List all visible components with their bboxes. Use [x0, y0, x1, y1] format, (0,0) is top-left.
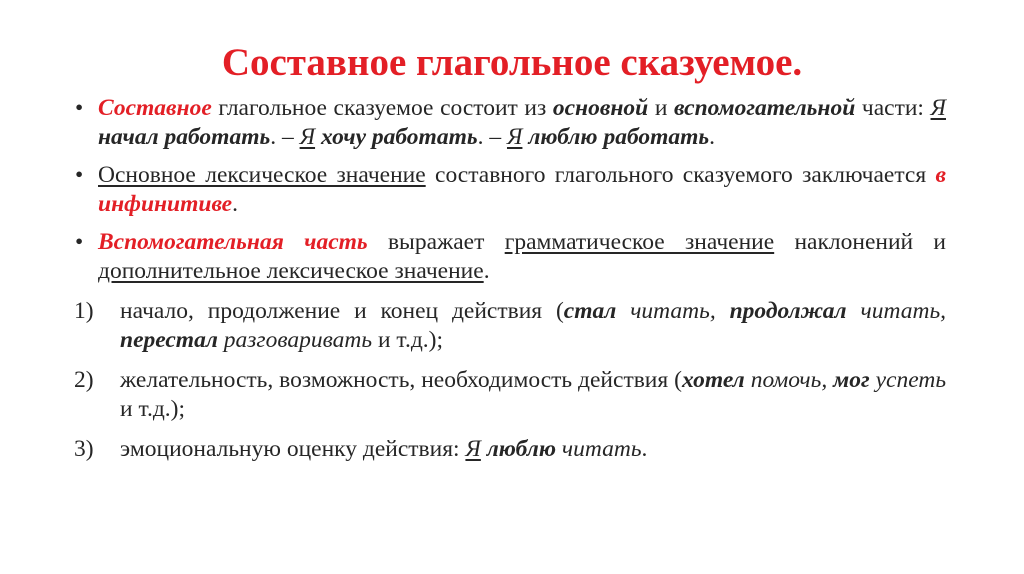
text-segment: Основное лексическое значение: [98, 162, 426, 188]
number-marker: 2): [74, 367, 94, 393]
text-segment: хотел: [681, 367, 745, 393]
text-segment: .: [232, 191, 238, 217]
text-segment: глагольное сказуемое состоит из: [211, 95, 553, 121]
bullet-text: [98, 162, 946, 217]
numbered-text: [120, 367, 946, 422]
number-marker: 3): [74, 436, 94, 462]
text-segment: хочу работать: [320, 124, 478, 150]
text-segment: составного глагольного сказуемого заключается: [425, 162, 936, 188]
text-segment: Я: [506, 124, 523, 150]
text-segment: [847, 298, 861, 324]
bullet-marker: •: [75, 162, 84, 188]
text-segment: .: [709, 124, 716, 150]
text-segment: помочь,: [750, 367, 828, 393]
bullet-marker: •: [75, 95, 84, 121]
text-segment: . –: [477, 124, 507, 150]
text-segment: и т.д.);: [120, 396, 186, 422]
numbered-text: [120, 436, 647, 462]
text-segment: . –: [270, 124, 300, 150]
bullet-text: [98, 229, 946, 284]
text-segment: начал работать: [98, 124, 271, 150]
text-segment: начало, продолжение и конец действия (: [120, 298, 564, 324]
numbered-text: [120, 298, 946, 353]
content-list: [74, 94, 946, 464]
bullet-item-2: [74, 161, 946, 219]
text-segment: Я: [465, 436, 481, 462]
number-marker: 1): [74, 298, 94, 324]
bullet-text: [98, 95, 946, 150]
slide-title: Составное глагольное сказуемое.: [221, 41, 803, 84]
text-segment: перестал: [120, 327, 218, 353]
numbered-item-2: [74, 366, 946, 424]
text-segment: читать,: [630, 298, 716, 324]
bullet-marker: •: [75, 229, 84, 255]
text-segment: эмоциональную оценку действия:: [120, 436, 466, 462]
text-segment: Я: [930, 95, 946, 121]
text-segment: [716, 298, 730, 324]
text-segment: и: [648, 95, 674, 121]
text-segment: [616, 298, 630, 324]
bullet-item-1: [74, 94, 946, 152]
bullet-item-3: [74, 228, 946, 286]
text-segment: в инфинитиве: [98, 162, 946, 217]
text-segment: дополнительное лексическое значение: [98, 258, 484, 284]
text-segment: части:: [855, 95, 931, 121]
text-segment: желательность, возможность, необходимость действия (: [120, 367, 682, 393]
text-segment: .: [483, 258, 490, 284]
text-segment: выражает: [367, 229, 505, 255]
text-segment: люблю работать: [528, 124, 710, 150]
text-segment: Вспомогательная часть: [98, 229, 368, 255]
text-segment: люблю: [486, 436, 557, 462]
text-segment: Составное: [98, 95, 212, 121]
text-segment: читать: [561, 436, 642, 462]
text-segment: .: [641, 436, 648, 462]
text-segment: Я: [299, 124, 316, 150]
numbered-item-3: [74, 435, 946, 464]
text-segment: вспомогательной: [673, 95, 856, 121]
text-segment: мог: [833, 367, 870, 393]
numbered-item-1: [74, 297, 946, 355]
text-segment: наклонений и: [774, 229, 946, 255]
text-segment: основной: [552, 95, 649, 121]
text-segment: и т.д.);: [372, 327, 443, 353]
text-segment: успеть: [875, 367, 947, 393]
text-segment: стал: [563, 298, 617, 324]
text-segment: продолжал: [729, 298, 847, 324]
text-segment: разговаривать: [223, 327, 373, 353]
text-segment: грамматическое значение: [504, 229, 775, 255]
text-segment: читать,: [860, 298, 947, 324]
